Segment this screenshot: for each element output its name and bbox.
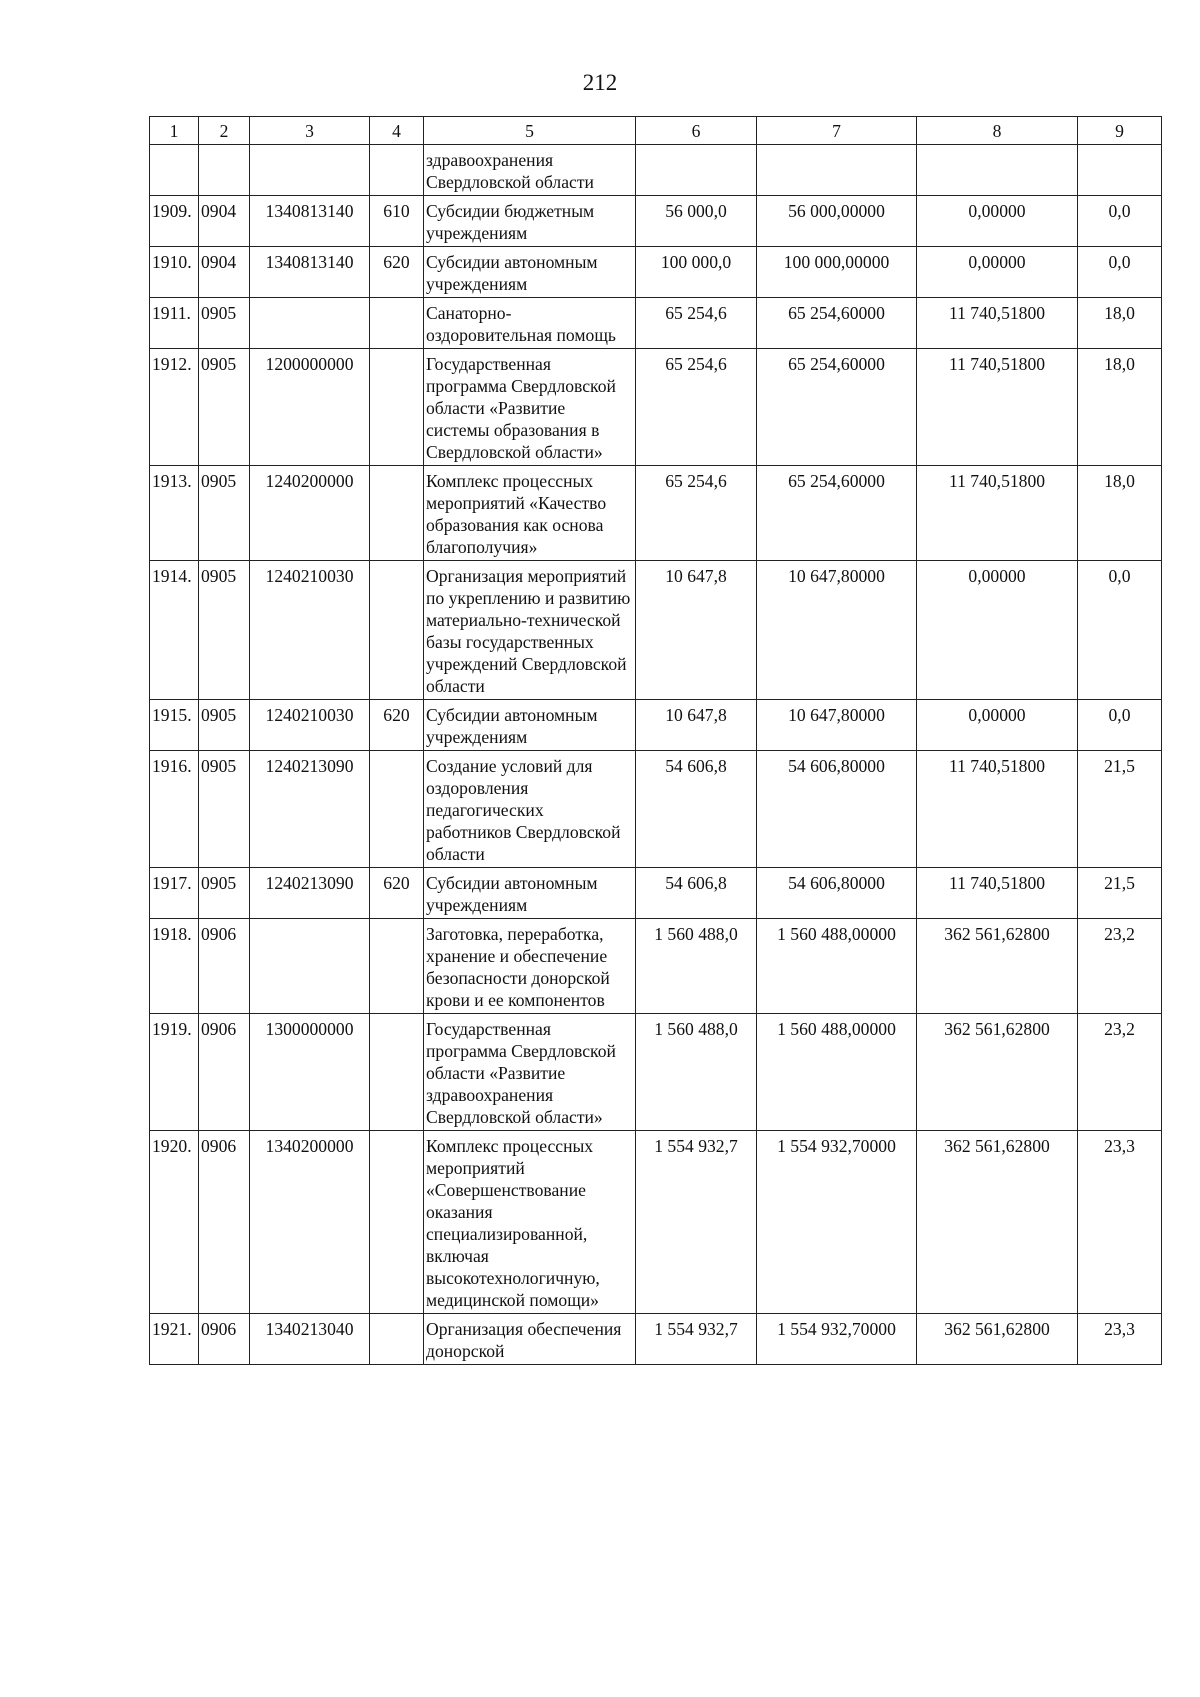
item-name: Комплекс процессных мероприятий «Совершенствование оказания специализированной, включая высокотехнологичную, медицинской помощи» xyxy=(424,1131,636,1314)
item-name: Государственная программа Свердловской области «Развитие здравоохранения Свердловской области» xyxy=(424,1014,636,1131)
table-row xyxy=(150,700,1162,751)
planned-amount-exact: 56 000,00000 xyxy=(757,196,917,247)
planned-amount-exact: 65 254,60000 xyxy=(757,349,917,466)
expense-type-code xyxy=(370,919,424,1014)
target-article-code xyxy=(250,919,370,1014)
target-article-code: 1340813140 xyxy=(250,247,370,298)
table-row xyxy=(150,751,1162,868)
row-number: 1917. xyxy=(150,868,199,919)
budget-table xyxy=(149,116,1162,1365)
table-row xyxy=(150,466,1162,561)
item-name: Санаторно-оздоровительная помощь xyxy=(424,298,636,349)
execution-percent: 0,0 xyxy=(1078,700,1162,751)
column-header-7: 7 xyxy=(757,117,917,145)
expense-type-code xyxy=(370,298,424,349)
row-number: 1915. xyxy=(150,700,199,751)
target-article-code: 1240200000 xyxy=(250,466,370,561)
execution-percent: 18,0 xyxy=(1078,298,1162,349)
executed-amount: 0,00000 xyxy=(917,196,1078,247)
table-row xyxy=(150,868,1162,919)
expense-type-code xyxy=(370,751,424,868)
execution-percent: 23,2 xyxy=(1078,919,1162,1014)
execution-percent: 23,3 xyxy=(1078,1314,1162,1365)
execution-percent: 23,3 xyxy=(1078,1131,1162,1314)
executed-amount: 0,00000 xyxy=(917,700,1078,751)
executed-amount xyxy=(917,145,1078,196)
item-name: Заготовка, переработка, хранение и обеспечение безопасности донорской крови и ее компонентов xyxy=(424,919,636,1014)
planned-amount: 1 560 488,0 xyxy=(636,919,757,1014)
row-number: 1914. xyxy=(150,561,199,700)
page-number: 212 xyxy=(582,70,618,95)
item-name: Субсидии автономным учреждениям xyxy=(424,700,636,751)
section-code: 0906 xyxy=(199,1014,250,1131)
expense-type-code xyxy=(370,145,424,196)
planned-amount-exact: 65 254,60000 xyxy=(757,298,917,349)
execution-percent: 18,0 xyxy=(1078,349,1162,466)
row-number xyxy=(150,145,199,196)
item-name: Субсидии бюджетным учреждениям xyxy=(424,196,636,247)
section-code: 0905 xyxy=(199,868,250,919)
section-code: 0905 xyxy=(199,349,250,466)
section-code: 0904 xyxy=(199,247,250,298)
section-code: 0905 xyxy=(199,751,250,868)
column-header-2: 2 xyxy=(199,117,250,145)
table-row xyxy=(150,298,1162,349)
row-number: 1918. xyxy=(150,919,199,1014)
planned-amount-exact: 65 254,60000 xyxy=(757,466,917,561)
item-name: Организация обеспечения донорской xyxy=(424,1314,636,1365)
target-article-code xyxy=(250,145,370,196)
planned-amount: 1 554 932,7 xyxy=(636,1314,757,1365)
executed-amount: 11 740,51800 xyxy=(917,751,1078,868)
planned-amount-exact: 1 554 932,70000 xyxy=(757,1314,917,1365)
expense-type-code xyxy=(370,1131,424,1314)
executed-amount: 11 740,51800 xyxy=(917,466,1078,561)
row-number: 1910. xyxy=(150,247,199,298)
planned-amount: 100 000,0 xyxy=(636,247,757,298)
planned-amount: 65 254,6 xyxy=(636,298,757,349)
executed-amount: 362 561,62800 xyxy=(917,919,1078,1014)
table-row xyxy=(150,145,1162,196)
target-article-code: 1340213040 xyxy=(250,1314,370,1365)
row-number: 1913. xyxy=(150,466,199,561)
planned-amount xyxy=(636,145,757,196)
row-number: 1920. xyxy=(150,1131,199,1314)
target-article-code: 1340200000 xyxy=(250,1131,370,1314)
execution-percent: 0,0 xyxy=(1078,196,1162,247)
executed-amount: 0,00000 xyxy=(917,561,1078,700)
section-code xyxy=(199,145,250,196)
expense-type-code xyxy=(370,349,424,466)
item-name: Комплекс процессных мероприятий «Качество образования как основа благополучия» xyxy=(424,466,636,561)
target-article-code: 1200000000 xyxy=(250,349,370,466)
expense-type-code xyxy=(370,561,424,700)
section-code: 0904 xyxy=(199,196,250,247)
execution-percent xyxy=(1078,145,1162,196)
target-article-code: 1240210030 xyxy=(250,700,370,751)
expense-type-code xyxy=(370,1014,424,1131)
planned-amount: 1 554 932,7 xyxy=(636,1131,757,1314)
expense-type-code: 620 xyxy=(370,247,424,298)
section-code: 0905 xyxy=(199,466,250,561)
target-article-code: 1300000000 xyxy=(250,1014,370,1131)
column-header-9: 9 xyxy=(1078,117,1162,145)
section-code: 0905 xyxy=(199,561,250,700)
planned-amount: 54 606,8 xyxy=(636,868,757,919)
item-name: здравоохранения Свердловской области xyxy=(424,145,636,196)
executed-amount: 11 740,51800 xyxy=(917,868,1078,919)
section-code: 0906 xyxy=(199,919,250,1014)
table-body xyxy=(150,145,1162,1365)
column-header-5: 5 xyxy=(424,117,636,145)
item-name: Создание условий для оздоровления педагогических работников Свердловской области xyxy=(424,751,636,868)
executed-amount: 11 740,51800 xyxy=(917,298,1078,349)
target-article-code: 1240210030 xyxy=(250,561,370,700)
row-number: 1916. xyxy=(150,751,199,868)
target-article-code xyxy=(250,298,370,349)
target-article-code: 1240213090 xyxy=(250,751,370,868)
planned-amount: 65 254,6 xyxy=(636,349,757,466)
executed-amount: 362 561,62800 xyxy=(917,1014,1078,1131)
header-row xyxy=(150,117,1162,145)
column-header-4: 4 xyxy=(370,117,424,145)
planned-amount: 56 000,0 xyxy=(636,196,757,247)
item-name: Субсидии автономным учреждениям xyxy=(424,868,636,919)
section-code: 0905 xyxy=(199,700,250,751)
execution-percent: 0,0 xyxy=(1078,561,1162,700)
column-header-1: 1 xyxy=(150,117,199,145)
expense-type-code: 620 xyxy=(370,868,424,919)
planned-amount: 54 606,8 xyxy=(636,751,757,868)
planned-amount-exact: 54 606,80000 xyxy=(757,751,917,868)
planned-amount: 10 647,8 xyxy=(636,561,757,700)
row-number: 1912. xyxy=(150,349,199,466)
row-number: 1911. xyxy=(150,298,199,349)
table-row xyxy=(150,1314,1162,1365)
target-article-code: 1240213090 xyxy=(250,868,370,919)
planned-amount-exact: 1 560 488,00000 xyxy=(757,919,917,1014)
planned-amount-exact: 1 560 488,00000 xyxy=(757,1014,917,1131)
row-number: 1921. xyxy=(150,1314,199,1365)
section-code: 0905 xyxy=(199,298,250,349)
expense-type-code xyxy=(370,466,424,561)
column-header-8: 8 xyxy=(917,117,1078,145)
execution-percent: 18,0 xyxy=(1078,466,1162,561)
execution-percent: 21,5 xyxy=(1078,868,1162,919)
target-article-code: 1340813140 xyxy=(250,196,370,247)
item-name: Государственная программа Свердловской области «Развитие системы образования в Свердловской области» xyxy=(424,349,636,466)
table-row xyxy=(150,1014,1162,1131)
table-row xyxy=(150,196,1162,247)
executed-amount: 362 561,62800 xyxy=(917,1131,1078,1314)
execution-percent: 0,0 xyxy=(1078,247,1162,298)
table-row xyxy=(150,561,1162,700)
column-header-6: 6 xyxy=(636,117,757,145)
expense-type-code: 610 xyxy=(370,196,424,247)
planned-amount: 1 560 488,0 xyxy=(636,1014,757,1131)
planned-amount: 10 647,8 xyxy=(636,700,757,751)
row-number: 1919. xyxy=(150,1014,199,1131)
row-number: 1909. xyxy=(150,196,199,247)
section-code: 0906 xyxy=(199,1131,250,1314)
execution-percent: 23,2 xyxy=(1078,1014,1162,1131)
table-row xyxy=(150,919,1162,1014)
section-code: 0906 xyxy=(199,1314,250,1365)
column-header-3: 3 xyxy=(250,117,370,145)
execution-percent: 21,5 xyxy=(1078,751,1162,868)
planned-amount-exact: 1 554 932,70000 xyxy=(757,1131,917,1314)
planned-amount-exact: 100 000,00000 xyxy=(757,247,917,298)
executed-amount: 362 561,62800 xyxy=(917,1314,1078,1365)
executed-amount: 0,00000 xyxy=(917,247,1078,298)
table-row xyxy=(150,247,1162,298)
table-row xyxy=(150,1131,1162,1314)
planned-amount-exact: 10 647,80000 xyxy=(757,561,917,700)
planned-amount-exact xyxy=(757,145,917,196)
table-row xyxy=(150,349,1162,466)
item-name: Субсидии автономным учреждениям xyxy=(424,247,636,298)
planned-amount-exact: 54 606,80000 xyxy=(757,868,917,919)
executed-amount: 11 740,51800 xyxy=(917,349,1078,466)
planned-amount-exact: 10 647,80000 xyxy=(757,700,917,751)
expense-type-code: 620 xyxy=(370,700,424,751)
planned-amount: 65 254,6 xyxy=(636,466,757,561)
expense-type-code xyxy=(370,1314,424,1365)
item-name: Организация мероприятий по укреплению и развитию материально-технической базы государственных учреждений Свердловской области xyxy=(424,561,636,700)
